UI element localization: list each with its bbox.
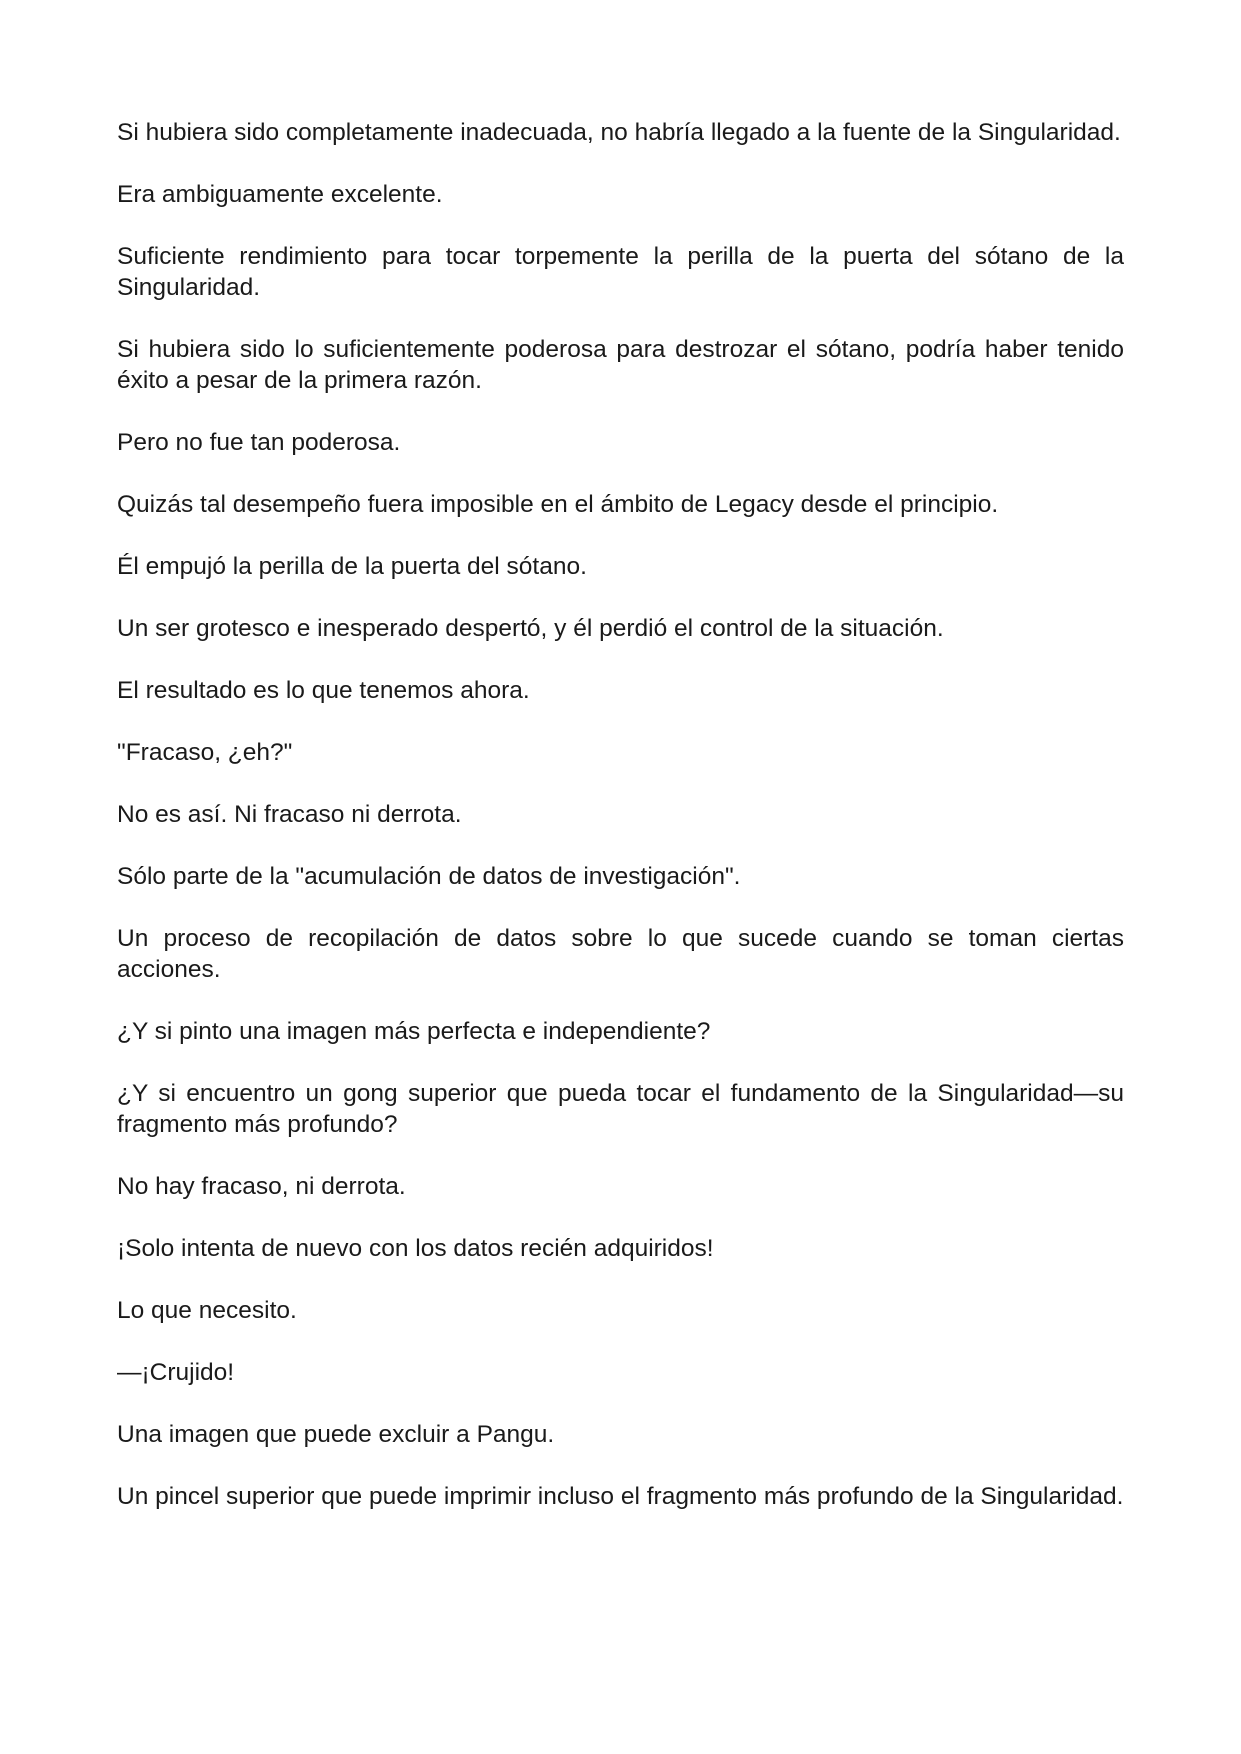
paragraph: Quizás tal desempeño fuera imposible en el ámbito de Legacy desde el principio. xyxy=(117,491,999,518)
paragraph: Un ser grotesco e inesperado despertó, y él perdió el control de la situación. xyxy=(117,615,944,642)
paragraph: El resultado es lo que tenemos ahora. xyxy=(117,677,530,704)
document-page xyxy=(117,117,1124,1543)
paragraph: ¿Y si encuentro un gong superior que pueda tocar el fundamento de la Singularidad—su fragmento más profundo? xyxy=(117,1080,1124,1138)
paragraph: Era ambiguamente excelente. xyxy=(117,181,443,208)
paragraph: Sólo parte de la "acumulación de datos de investigación". xyxy=(117,863,741,890)
paragraph: "Fracaso, ¿eh?" xyxy=(117,739,293,766)
paragraph: ¿Y si pinto una imagen más perfecta e independiente? xyxy=(117,1018,711,1045)
paragraph: Si hubiera sido completamente inadecuada, no habría llegado a la fuente de la Singularidad. xyxy=(117,119,1121,146)
paragraph: Una imagen que puede excluir a Pangu. xyxy=(117,1421,555,1448)
paragraph: —¡Crujido! xyxy=(117,1359,235,1386)
paragraph: Pero no fue tan poderosa. xyxy=(117,429,401,456)
paragraph: Él empujó la perilla de la puerta del sótano. xyxy=(117,553,587,580)
paragraph: Si hubiera sido lo suficientemente poderosa para destrozar el sótano, podría haber tenido éxito a pesar de la primera razón. xyxy=(117,336,1124,394)
paragraph: Lo que necesito. xyxy=(117,1297,297,1324)
paragraph: ¡Solo intenta de nuevo con los datos recién adquiridos! xyxy=(117,1235,714,1262)
paragraph: No es así. Ni fracaso ni derrota. xyxy=(117,801,462,828)
paragraph: Un pincel superior que puede imprimir incluso el fragmento más profundo de la Singularidad. xyxy=(117,1483,1124,1510)
paragraph: Suficiente rendimiento para tocar torpemente la perilla de la puerta del sótano de la Singularidad. xyxy=(117,243,1124,301)
paragraph: No hay fracaso, ni derrota. xyxy=(117,1173,406,1200)
paragraph: Un proceso de recopilación de datos sobre lo que sucede cuando se toman ciertas acciones. xyxy=(117,925,1124,983)
